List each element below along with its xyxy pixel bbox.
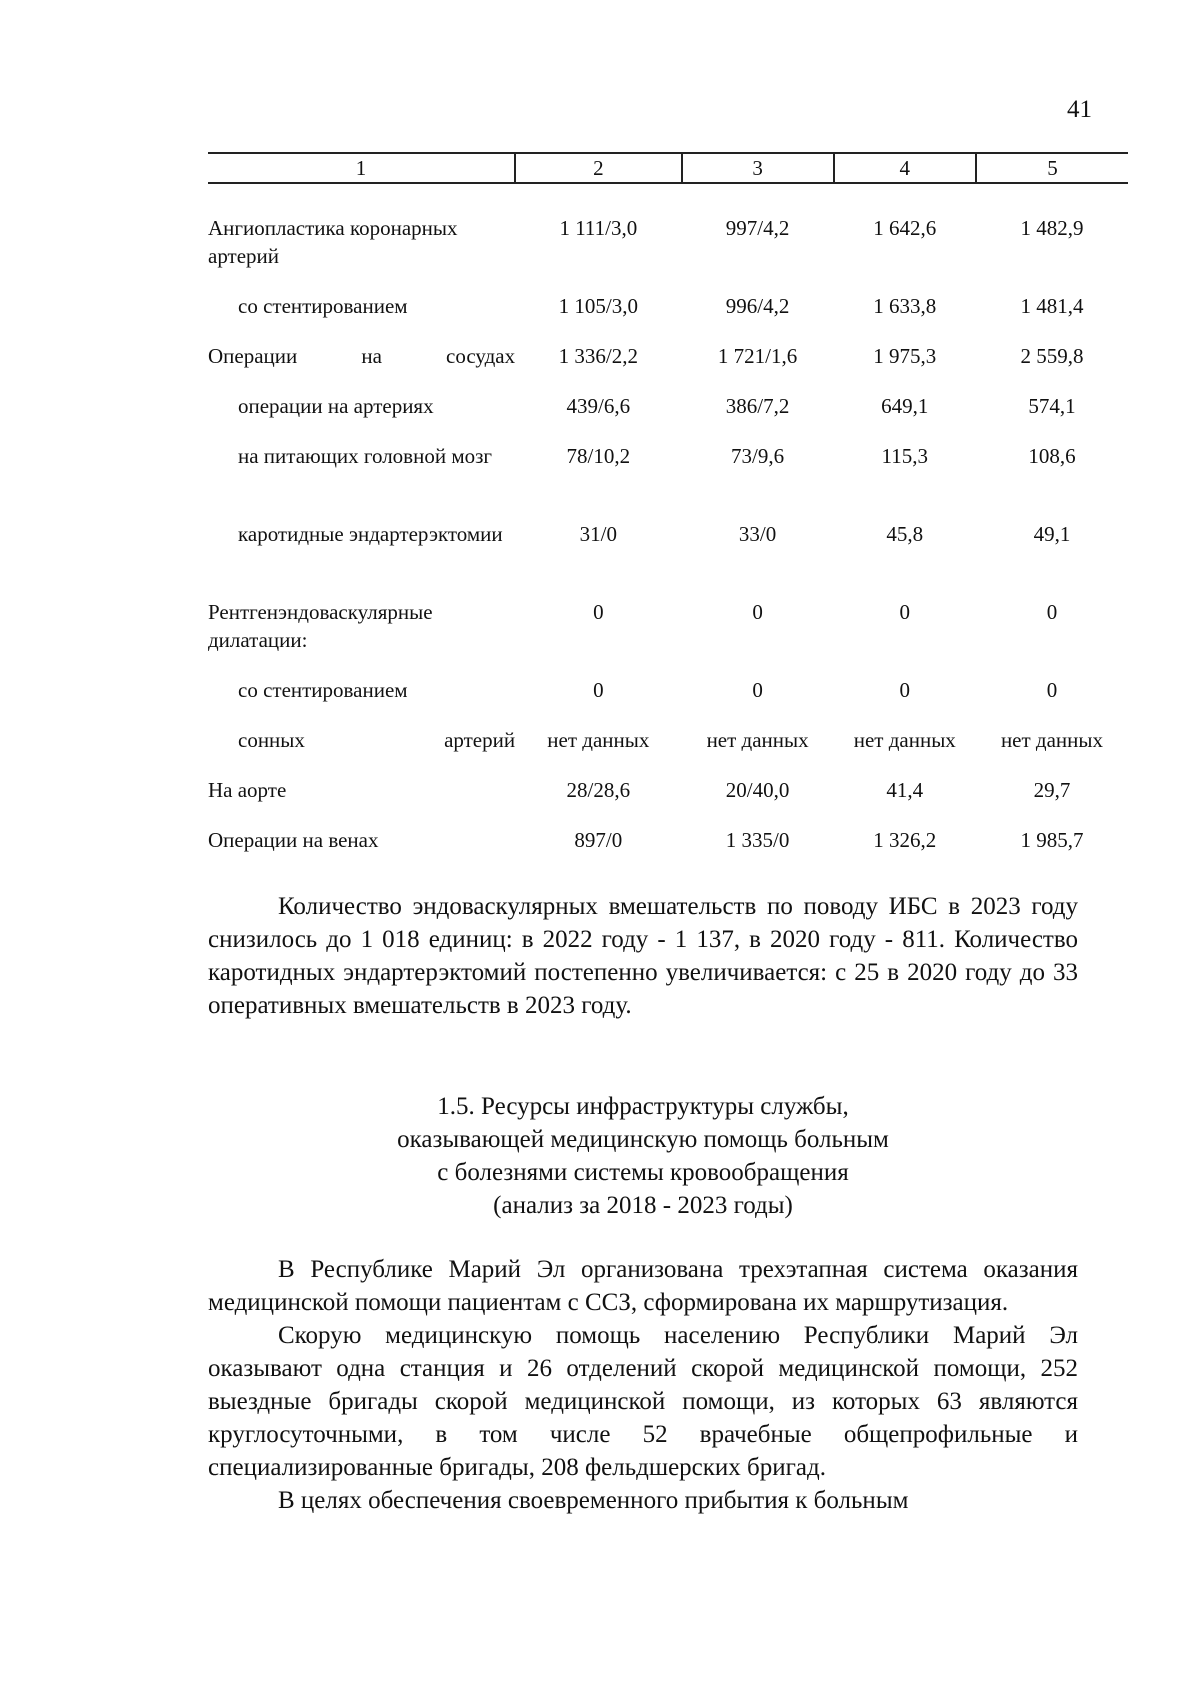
table-cell: 1 633,8: [873, 294, 937, 318]
table-row: [208, 342, 1128, 392]
table-cell: 997/4,2: [725, 216, 790, 240]
table-cell: 28/28,6: [566, 778, 631, 802]
table-row: [208, 826, 1128, 876]
table-cell: 29,7: [1033, 778, 1071, 802]
table-cell: 649,1: [881, 394, 929, 418]
table-cell: 1 335/0: [725, 828, 790, 852]
row-label: Ангиопластика коронарных артерий: [208, 216, 458, 268]
section-heading: [208, 1090, 1078, 1222]
table-cell: нет данных: [853, 728, 956, 752]
summary-text: [208, 890, 1078, 1022]
table-cell: 897/0: [574, 828, 623, 852]
table-cell: 0: [593, 600, 604, 624]
table-row: [208, 676, 1128, 726]
page-number: 41: [1067, 96, 1092, 123]
table-cell: 996/4,2: [725, 294, 790, 318]
table-cell: 439/6,6: [566, 394, 631, 418]
table-cell: 20/40,0: [725, 778, 790, 802]
table-row: [208, 776, 1128, 826]
row-label: сонных артерий: [238, 728, 516, 752]
table-cell: 78/10,2: [566, 444, 631, 468]
table-cell: 41,4: [886, 778, 924, 802]
table-cell: нет данных: [547, 728, 650, 752]
table-cell: 1 975,3: [873, 344, 937, 368]
table-row: [208, 292, 1128, 342]
table-cell: 108,6: [1028, 444, 1076, 468]
data-table: [208, 152, 1128, 876]
row-label: со стентированием: [238, 294, 408, 318]
column-header: 3: [682, 153, 834, 183]
table-cell: 0: [752, 678, 763, 702]
row-label: на питающих головной мозг: [238, 444, 493, 468]
heading-line: с болезнями системы кровообращения: [437, 1159, 849, 1186]
table-cell: 0: [752, 600, 763, 624]
column-header: 1: [208, 153, 515, 183]
row-label: операции на артериях: [238, 394, 434, 418]
table-cell: 115,3: [881, 444, 929, 468]
table-cell: 1 482,9: [1020, 216, 1084, 240]
table-row: [208, 442, 1128, 520]
column-header: 2: [515, 153, 682, 183]
row-label: Рентгенэндоваскулярные дилатации:: [208, 600, 433, 652]
column-header: 5: [976, 153, 1128, 183]
table-cell: 0: [1046, 678, 1058, 702]
table-row: [208, 520, 1128, 598]
table-cell: 45,8: [886, 522, 924, 546]
table-cell: 1 105/3,0: [558, 294, 639, 318]
table-cell: 1 336/2,2: [558, 344, 639, 368]
heading-line: 1.5. Ресурсы инфраструктуры службы,: [437, 1093, 849, 1120]
table-cell: 1 642,6: [873, 216, 937, 240]
table-cell: 386/7,2: [725, 394, 790, 418]
table-cell: 73/9,6: [731, 444, 785, 468]
table-cell: 31/0: [579, 522, 618, 546]
table-cell: 0: [899, 678, 911, 702]
table-cell: 1 985,7: [1020, 828, 1084, 852]
heading-line: оказывающей медицинскую помощь больным: [397, 1126, 889, 1153]
table-cell: нет данных: [706, 728, 809, 752]
table-row: [208, 598, 1128, 676]
row-label: Операции на венах: [208, 828, 379, 852]
table-row: [208, 726, 1128, 776]
table-cell: 33/0: [738, 522, 777, 546]
heading-line: (анализ за 2018 - 2023 годы): [493, 1192, 793, 1219]
paragraph: Количество эндоваскулярных вмешательств по поводу ИБС в 2023 году снизилось до 1 018 единиц: в 2022 году - 1 137, в 2020 году - 811. Количество каротидных эндартерэктомий постепенно увеличивается: с 25 в 2020 году до 33 оперативных вмешательств в 2023 году.: [208, 893, 1078, 1019]
row-label: со стентированием: [238, 678, 408, 702]
table-cell: 2 559,8: [1020, 344, 1084, 368]
table-cell: 0: [899, 600, 911, 624]
table-cell: 49,1: [1033, 522, 1071, 546]
table-cell: 0: [1046, 600, 1058, 624]
row-label: На аорте: [208, 778, 287, 802]
table-cell: 1 721/1,6: [717, 344, 798, 368]
paragraph: Скорую медицинскую помощь населению Республики Марий Эл оказывают одна станция и 26 отделений скорой медицинской помощи, 252 выездные бригады скорой медицинской помощи, из которых 63 являются круглосуточными, в том числе 52 врачебные общепрофильные и специализированные бригады, 208 фельдшерских бригад.: [208, 1322, 1078, 1481]
table-cell: 1 326,2: [873, 828, 937, 852]
table-cell: 0: [593, 678, 604, 702]
table-row: [208, 183, 1128, 292]
column-header: 4: [834, 153, 976, 183]
row-label: каротидные эндартерэктомии: [238, 522, 503, 546]
paragraph: В Республике Марий Эл организована трехэтапная система оказания медицинской помощи пациентам с ССЗ, сформирована их маршрутизация.: [208, 1256, 1078, 1316]
table-cell: нет данных: [1000, 728, 1104, 752]
body-text: [208, 1253, 1078, 1517]
table-cell: 1 481,4: [1020, 294, 1084, 318]
table-cell: 574,1: [1028, 394, 1076, 418]
row-label: Операции на сосудах: [208, 344, 516, 368]
table-row: [208, 392, 1128, 442]
paragraph: В целях обеспечения своевременного прибытия к больным: [278, 1487, 909, 1514]
table-header-row: [208, 153, 1128, 183]
table-cell: 1 111/3,0: [559, 216, 638, 240]
